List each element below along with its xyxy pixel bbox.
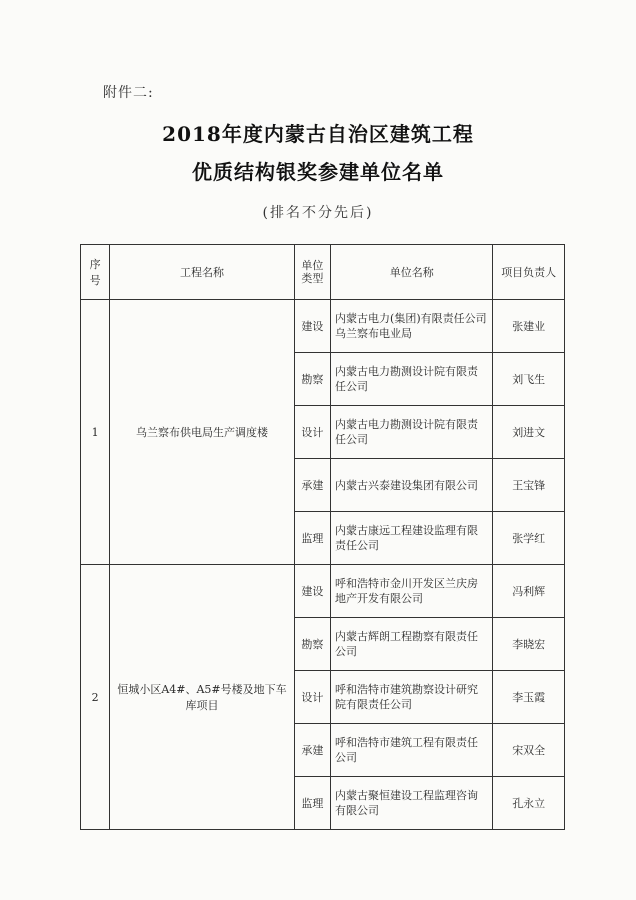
unit-type: 设计	[294, 406, 330, 459]
header-unit-type	[294, 245, 330, 300]
unit-name: 呼和浩特市建筑勘察设计研究院有限责任公司	[331, 671, 493, 724]
document-title-line2: 优质结构银奖参建单位名单	[192, 160, 444, 184]
project-leader: 李玉霞	[493, 671, 565, 724]
project-leader: 冯利辉	[493, 565, 565, 618]
header-unit-type-line1: 单位	[301, 259, 324, 272]
unit-name: 内蒙古兴泰建设集团有限公司	[331, 459, 493, 512]
project-leader: 孔永立	[493, 777, 565, 830]
unit-name: 呼和浩特市建筑工程有限责任公司	[331, 724, 493, 777]
project-leader: 王宝锋	[493, 459, 565, 512]
project-name: 乌兰察布供电局生产调度楼	[110, 300, 295, 565]
table-row	[81, 300, 565, 353]
unit-type: 建设	[294, 565, 330, 618]
project-number: 1	[81, 300, 110, 565]
header-no: 序号	[81, 245, 110, 300]
unit-name: 内蒙古聚恒建设工程监理咨询有限公司	[331, 777, 493, 830]
unit-type: 承建	[294, 724, 330, 777]
project-leader: 张建业	[493, 300, 565, 353]
project-leader: 李晓宏	[493, 618, 565, 671]
project-leader: 宋双全	[493, 724, 565, 777]
unit-type: 监理	[294, 512, 330, 565]
unit-name: 内蒙古电力(集团)有限责任公司乌兰察布电业局	[331, 300, 493, 353]
header-unit-type-line2: 类型	[301, 272, 324, 285]
table-header-row	[81, 245, 565, 300]
header-project-name: 工程名称	[110, 245, 295, 300]
unit-type: 监理	[294, 777, 330, 830]
project-leader: 张学红	[493, 512, 565, 565]
unit-name: 呼和浩特市金川开发区兰庆房地产开发有限公司	[331, 565, 493, 618]
project-number: 2	[81, 565, 110, 830]
unit-name: 内蒙古电力勘测设计院有限责任公司	[331, 353, 493, 406]
header-unit-name: 单位名称	[331, 245, 493, 300]
unit-type: 承建	[294, 459, 330, 512]
unit-type: 设计	[294, 671, 330, 724]
project-leader: 刘飞生	[493, 353, 565, 406]
header-project-leader: 项目负责人	[493, 245, 565, 300]
unit-name: 内蒙古辉朗工程勘察有限责任公司	[331, 618, 493, 671]
unit-type: 勘察	[294, 353, 330, 406]
project-name: 恒城小区A4#、A5#号楼及地下车库项目	[110, 565, 295, 830]
unit-type: 建设	[294, 300, 330, 353]
document-title-line1: 2018年度内蒙古自治区建筑工程	[162, 122, 474, 146]
participant-units-table	[80, 244, 565, 830]
document-subtitle: (排名不分先后)	[262, 205, 374, 221]
unit-name: 内蒙古康远工程建设监理有限责任公司	[331, 512, 493, 565]
unit-type: 勘察	[294, 618, 330, 671]
unit-name: 内蒙古电力勘测设计院有限责任公司	[331, 406, 493, 459]
attachment-label: 附件二:	[103, 85, 154, 101]
table-row	[81, 565, 565, 618]
project-leader: 刘进文	[493, 406, 565, 459]
